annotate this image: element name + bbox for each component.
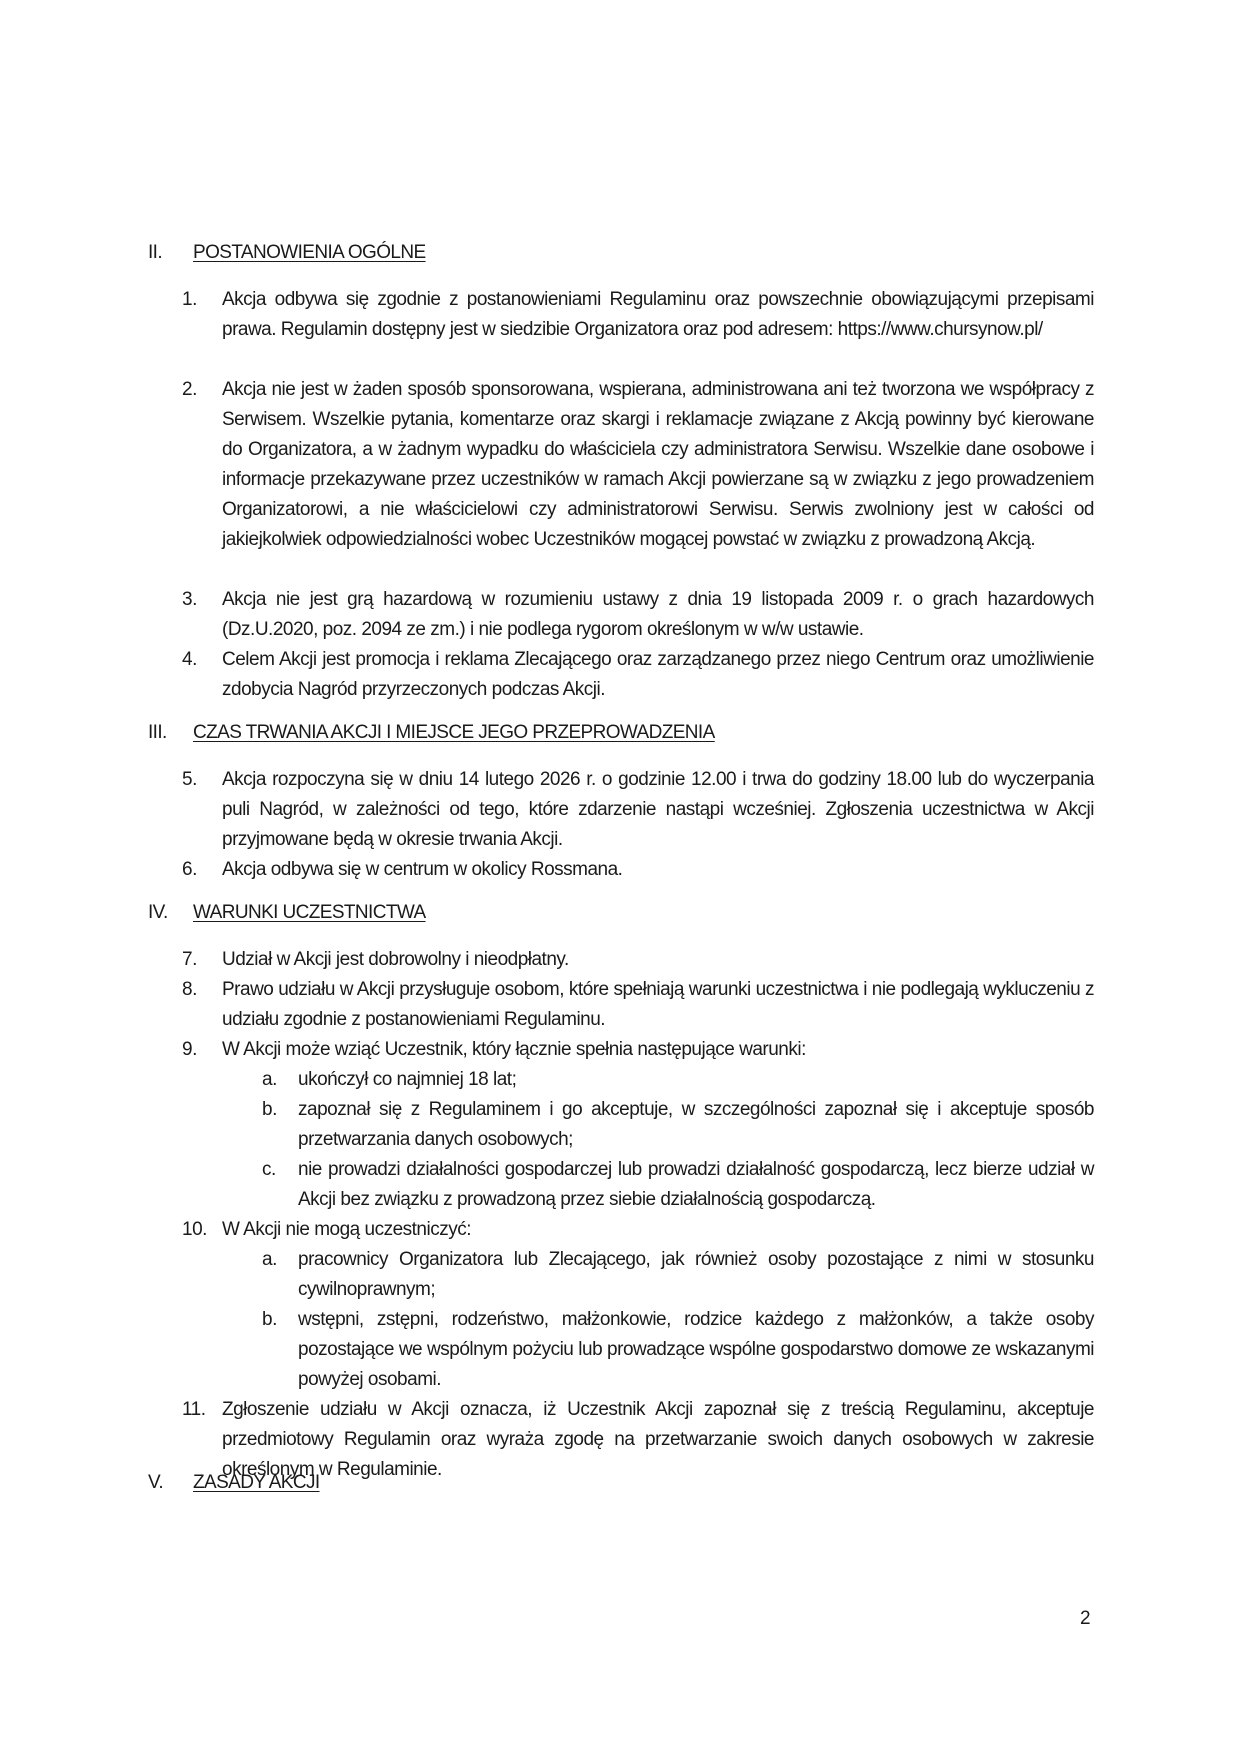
item-text: W Akcji może wziąć Uczestnik, który łącznie spełnia następujące warunki: <box>222 1039 806 1060</box>
sub-item-9b <box>262 1095 1094 1155</box>
sub-item-text: nie prowadzi działalności gospodarczej lub prowadzi działalność gospodarczą, lecz bierze udział w Akcji bez związku z prowadzoną przez siebie działalnością gospodarczą. <box>298 1159 1094 1210</box>
item-text: Akcja odbywa się zgodnie z postanowieniami Regulaminu oraz powszechnie obowiązującymi przepisami prawa. Regulamin dostępny jest w siedzibie Organizatora oraz pod adresem: https://www.chursynow.pl/ <box>222 289 1094 340</box>
item-number: 4. <box>182 649 197 670</box>
item-number: 10. <box>182 1219 207 1240</box>
section-heading-v <box>148 1472 320 1494</box>
item-text: Akcja rozpoczyna się w dniu 14 lutego 2026 r. o godzinie 12.00 i trwa do godziny 18.00 lub do wyczerpania puli Nagród, w zależności od tego, które zdarzenie nastąpi wcześniej. Zgłoszenia uczestnictwa w Akcji przyjmowane będą w okresie trwania Akcji. <box>222 769 1094 850</box>
item-text: Akcja nie jest w żaden sposób sponsorowana, wspierana, administrowana ani też tworzona we współpracy z Serwisem. Wszelkie pytania, komentarze oraz skargi i reklamacje związane z Akcją powinny być kierowane do Organizatora, a w żadnym wypadku do właściciela czy administratora Serwisu. Wszelkie dane osobowe i informacje przekazywane przez uczestników w ramach Akcji powierzane są w związku z jego prowadzeniem Organizatorowi, a nie właścicielowi czy administratorowi Serwisu. Serwis zwolniony jest w całości od jakiejkolwiek odpowiedzialności wobec Uczestników mogącej powstać w związku z prowadzoną Akcją. <box>222 379 1094 550</box>
sub-item-letter: b. <box>262 1099 277 1120</box>
sub-item-9a <box>262 1065 1094 1095</box>
section-title: ZASADY AKCJI <box>193 1472 320 1493</box>
sub-item-letter: a. <box>262 1069 277 1090</box>
item-text: Prawo udziału w Akcji przysługuje osobom, które spełniają warunki uczestnictwa i nie podlegają wykluczeniu z udziału zgodnie z postanowieniami Regulaminu. <box>222 979 1094 1030</box>
list-item-7 <box>182 945 1094 975</box>
list-item-3 <box>182 585 1094 645</box>
list-item-5 <box>182 765 1094 855</box>
sub-item-9c <box>262 1155 1094 1215</box>
item-number: 9. <box>182 1039 197 1060</box>
item-number: 1. <box>182 289 197 310</box>
item-number: 7. <box>182 949 197 970</box>
section-title: CZAS TRWANIA AKCJI I MIEJSCE JEGO PRZEPROWADZENIA <box>193 722 715 743</box>
sub-item-text: zapoznał się z Regulaminem i go akceptuje, w szczególności zapoznał się i akceptuje sposób przetwarzania danych osobowych; <box>298 1099 1094 1150</box>
section-title: POSTANOWIENIA OGÓLNE <box>193 242 426 263</box>
sub-item-letter: a. <box>262 1249 277 1270</box>
item-number: 8. <box>182 979 197 1000</box>
section-number: IV. <box>148 902 168 923</box>
sub-item-text: wstępni, zstępni, rodzeństwo, małżonkowie, rodzice każdego z małżonków, a także osoby pozostające we wspólnym pożyciu lub prowadzące wspólne gospodarstwo domowe ze wskazanymi powyżej osobami. <box>298 1309 1094 1390</box>
item-text: Zgłoszenie udziału w Akcji oznacza, iż Uczestnik Akcji zapoznał się z treścią Regulaminu, akceptuje przedmiotowy Regulamin oraz wyraża zgodę na przetwarzanie swoich danych osobowych w zakresie określonym w Regulaminie. <box>222 1399 1094 1480</box>
section-heading-ii <box>148 242 426 264</box>
list-item-8 <box>182 975 1094 1035</box>
list-item-4 <box>182 645 1094 705</box>
page-number: 2 <box>1080 1608 1091 1629</box>
section-heading-iv <box>148 902 426 924</box>
list-item-2 <box>182 375 1094 555</box>
sub-item-text: ukończył co najmniej 18 lat; <box>298 1069 517 1090</box>
list-item-1 <box>182 285 1094 345</box>
sub-item-10a <box>262 1245 1094 1305</box>
sub-item-letter: b. <box>262 1309 277 1330</box>
sub-item-letter: c. <box>262 1159 276 1180</box>
section-title: WARUNKI UCZESTNICTWA <box>193 902 426 923</box>
section-number: III. <box>148 722 167 743</box>
item-text: Celem Akcji jest promocja i reklama Zlecającego oraz zarządzanego przez niego Centrum oraz umożliwienie zdobycia Nagród przyrzeczonych podczas Akcji. <box>222 649 1094 700</box>
item-number: 2. <box>182 379 197 400</box>
item-number: 5. <box>182 769 197 790</box>
item-number: 3. <box>182 589 197 610</box>
sub-item-text: pracownicy Organizatora lub Zlecającego, jak również osoby pozostające z nimi w stosunku cywilnoprawnym; <box>298 1249 1094 1300</box>
list-item-9 <box>182 1035 1094 1065</box>
section-number: V. <box>148 1472 164 1493</box>
list-item-6 <box>182 855 1094 885</box>
sub-item-10b <box>262 1305 1094 1395</box>
item-text: W Akcji nie mogą uczestniczyć: <box>222 1219 471 1240</box>
item-text: Akcja nie jest grą hazardową w rozumieniu ustawy z dnia 19 listopada 2009 r. o grach hazardowych (Dz.U.2020, poz. 2094 ze zm.) i nie podlega rygorom określonym w w/w ustawie. <box>222 589 1094 640</box>
item-text: Udział w Akcji jest dobrowolny i nieodpłatny. <box>222 949 569 970</box>
item-number: 11. <box>182 1399 206 1420</box>
section-heading-iii <box>148 722 715 744</box>
list-item-10 <box>182 1215 1094 1245</box>
item-number: 6. <box>182 859 197 880</box>
section-number: II. <box>148 242 163 263</box>
item-text: Akcja odbywa się w centrum w okolicy Rossmana. <box>222 859 623 880</box>
